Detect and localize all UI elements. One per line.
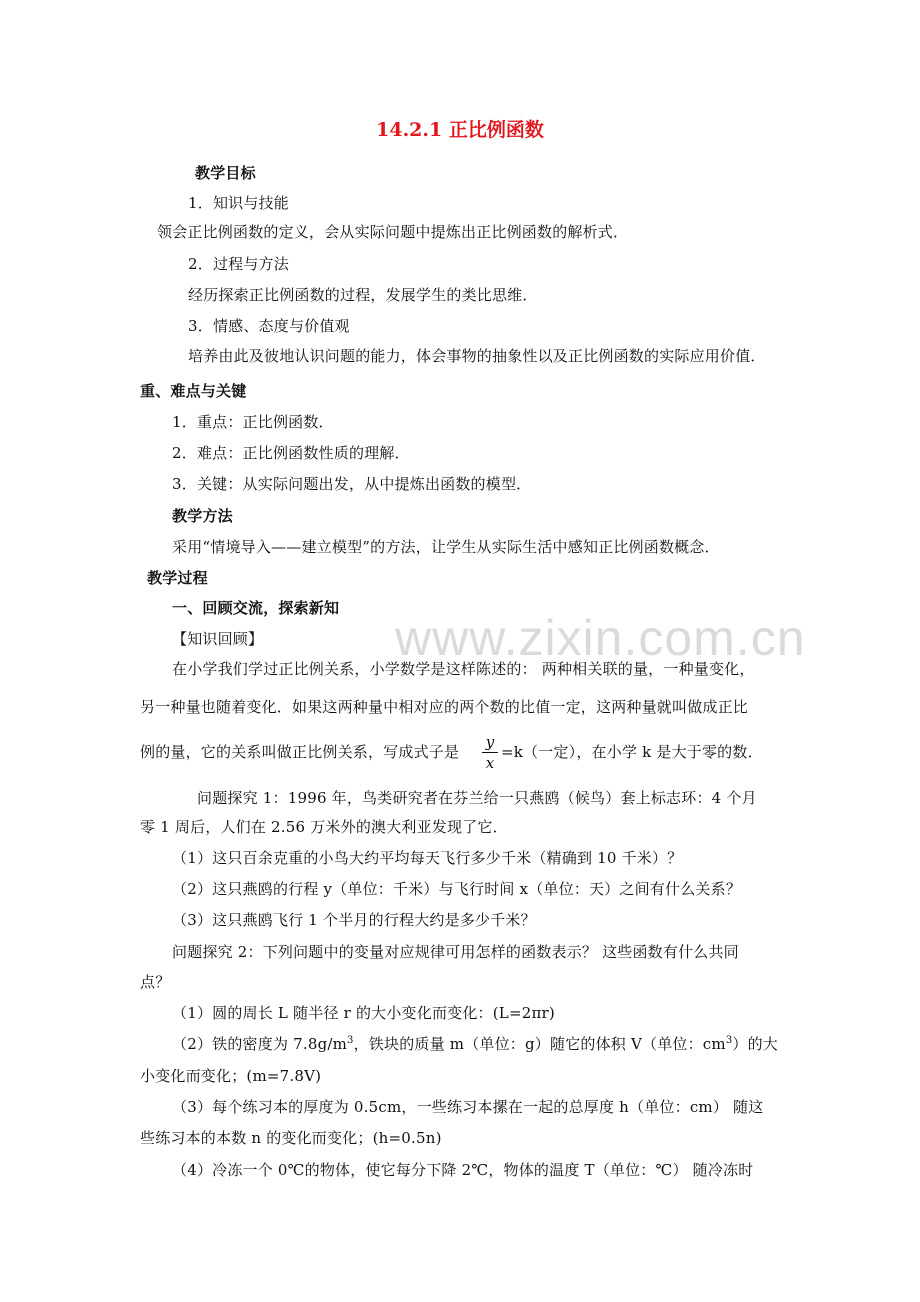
- key-point-2: 2．难点：正比例函数性质的理解．: [172, 444, 410, 462]
- problem-2-item-1: （1）圆的周长 L 随半径 r 的大小变化而变化：(L=2πr): [172, 1004, 555, 1022]
- objective-2-text: 经历探索正比例函数的过程，发展学生的类比思维．: [188, 286, 538, 304]
- knowledge-review-tag: 【知识回顾】: [172, 630, 264, 648]
- ratio-fraction: [480, 733, 500, 772]
- watermark: www.zixin.com.cn: [395, 610, 806, 666]
- problem-2-item-2-line-1: [172, 1034, 778, 1054]
- objectives-heading: 教学目标: [195, 164, 256, 182]
- key-points-heading: 重、难点与关键: [140, 382, 247, 400]
- fraction-bar: [482, 752, 498, 753]
- review-line-3-start: 例的量，它的关系叫做正比例关系，写成式子是: [140, 743, 460, 761]
- review-line-1: 在小学我们学过正比例关系，小学数学是这样陈述的： 两种相关联的量，一种量变化，: [172, 660, 755, 678]
- problem-2-item-3-line-2: 些练习本的本数 n 的变化而变化；(h=0.5n): [140, 1129, 442, 1147]
- item-2-text-b: ，铁块的质量 m（单位：g）随它的体积 V（单位：cm: [353, 1035, 726, 1053]
- objective-1-text: 领会正比例函数的定义，会从实际问题中提炼出正比例函数的解析式．: [157, 223, 629, 241]
- review-line-3-end: =k（一定），在小学 k 是大于零的数．: [501, 743, 763, 761]
- problem-2-line-2: 点？: [140, 973, 171, 991]
- superscript-3b: 3: [725, 1035, 733, 1046]
- problem-1-question-3: （3）这只燕鸥飞行 1 个半月的行程大约是多少千米？: [172, 911, 536, 929]
- item-2-text-a: （2）铁的密度为 7.8g/m: [172, 1035, 348, 1053]
- problem-1-line-1: 问题探究 1：1996 年，鸟类研究者在芬兰给一只燕鸥（候鸟）套上标志环：4 个月: [197, 789, 757, 807]
- item-2-text-c: ）的大: [732, 1035, 779, 1053]
- problem-2-item-2-line-2: 小变化而变化；(m=7.8V): [140, 1067, 322, 1085]
- method-heading: 教学方法: [172, 507, 233, 525]
- objective-2-label: 2．过程与方法: [188, 255, 289, 273]
- key-point-1: 1．重点：正比例函数．: [172, 413, 334, 431]
- fraction-numerator: y: [485, 733, 495, 751]
- problem-2-line-1: 问题探究 2：下列问题中的变量对应规律可用怎样的函数表示？ 这些函数有什么共同: [172, 943, 739, 961]
- superscript-3: 3: [347, 1035, 354, 1046]
- problem-2-item-3-line-1: （3）每个练习本的厚度为 0.5cm，一些练习本摞在一起的总厚度 h（单位：cm） 随这: [172, 1098, 764, 1116]
- objective-1-label: 1．知识与技能: [188, 194, 289, 212]
- objective-3-label: 3．情感、态度与价值观: [188, 317, 350, 335]
- objective-3-text: 培养由此及彼地认识问题的能力，体会事物的抽象性以及正比例函数的实际应用价值．: [188, 347, 766, 365]
- review-line-2: 另一种量也随着变化．如果这两种量中相对应的两个数的比值一定，这两种量就叫做成正比: [140, 698, 749, 716]
- problem-1-question-1: （1）这只百余克重的小鸟大约平均每天飞行多少千米（精确到 10 千米）？: [172, 849, 683, 867]
- fraction-denominator: x: [485, 754, 495, 772]
- problem-2-item-4-line-1: （4）冷冻一个 0℃的物体，使它每分下降 2℃，物体的温度 T（单位：℃） 随冷冻时: [172, 1161, 754, 1179]
- problem-1-line-2: 零 1 周后，人们在 2.56 万米外的澳大利亚发现了它．: [140, 818, 508, 836]
- key-point-3: 3．关键：从实际问题出发，从中提炼出函数的模型．: [172, 475, 532, 493]
- method-text: 采用“情境导入——建立模型”的方法，让学生从实际生活中感知正比例函数概念．: [172, 538, 720, 556]
- process-heading: 教学过程: [147, 569, 208, 587]
- page-title: 14.2.1 正比例函数: [376, 119, 544, 141]
- section-1-heading: 一、回顾交流，探索新知: [172, 599, 340, 617]
- problem-1-question-2: （2）这只燕鸥的行程 y（单位：千米）与飞行时间 x（单位：天）之间有什么关系？: [172, 880, 742, 898]
